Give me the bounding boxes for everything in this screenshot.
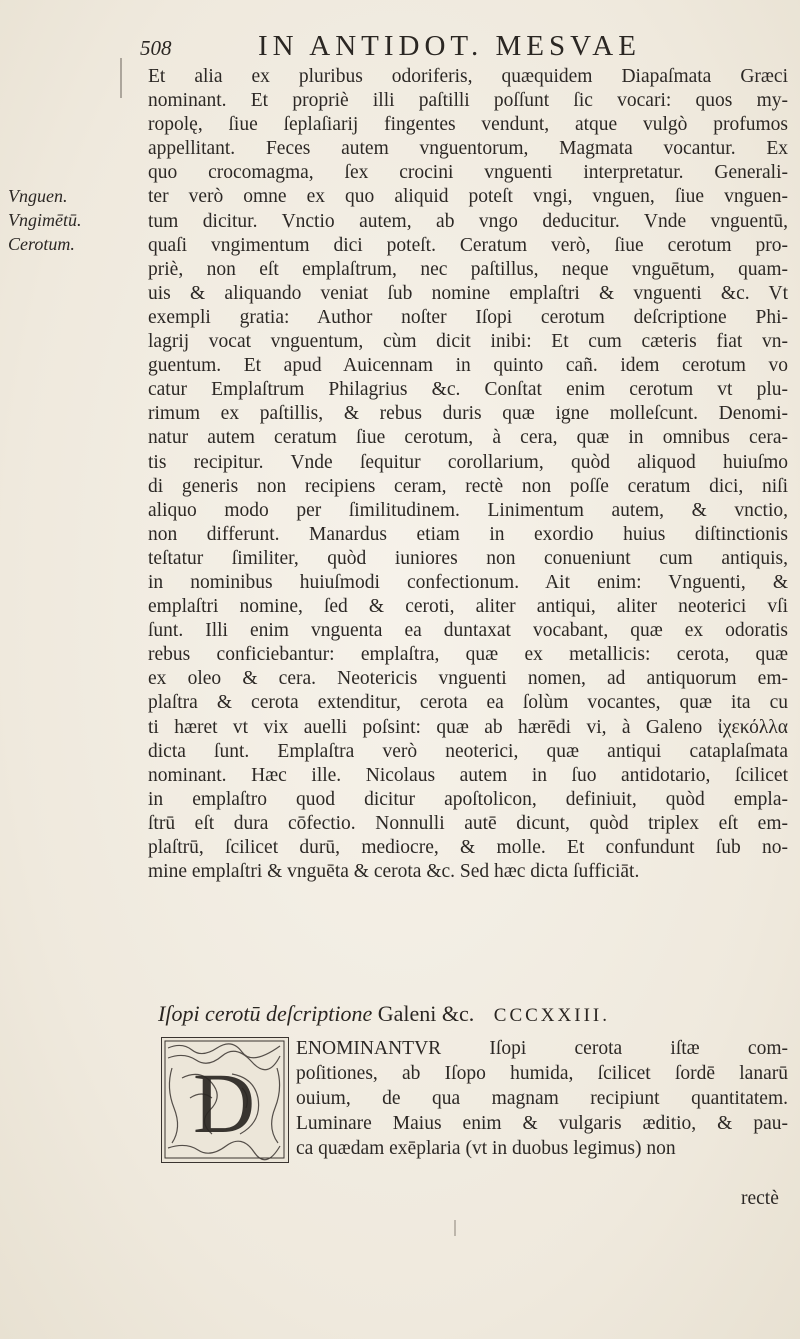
text-line: Luminare Maius enim & vulgaris æditio, & pau-: [296, 1113, 788, 1134]
margin-mark-icon: [453, 1196, 457, 1236]
text-line: catur Emplaſtrum Philagrius &c. Conſtat enim cerotum vt plu-: [148, 379, 788, 401]
page-header: [140, 30, 780, 64]
text-line: uis & aliquando veniat ſub nomine emplaſtri & vnguenti &c. Vt: [148, 282, 788, 304]
text-line: ex oleo & cera. Neotericis vnguenti nomen, ad antiquorum em-: [148, 668, 788, 690]
text-line: in emplaſtro quod dicitur apoſtolicon, definiuit, quòd empla-: [148, 788, 788, 810]
text-line: lagrij vocat vnguentum, cùm dicit inibi: Et cum cæteris fiat vn-: [148, 331, 788, 353]
text-line: rebus conficiebantur: emplaſtra, quæ ex metallicis: cerota, quæ: [148, 644, 788, 666]
text-line: non differunt. Manardus etiam in exordio huius diſtinctionis: [148, 523, 788, 545]
marginal-note: Vnguen.: [8, 186, 68, 206]
text-line: aliquo modo per ſimilitudinem. Linimentum autem, & vnctio,: [148, 499, 788, 521]
text-line: ter verò omne ex quo aliquid poteſt vngi, vnguen, ſiue vnguen-: [148, 186, 788, 208]
text-line: appellitant. Feces autem vnguentorum, Magmata vocantur. Ex: [148, 138, 788, 160]
text-line: priè, non eſt emplaſtrum, nec paſtillus, neque vnguētum, quam-: [148, 258, 788, 280]
text-line: natur autem ceratum ſiue cerotum, à cera, quæ in omnibus cera-: [148, 427, 788, 449]
marginal-notes: [8, 184, 148, 256]
text-line: quaſi vngimentum dici poteſt. Ceratum verò, ſiue cerotum pro-: [148, 234, 788, 256]
margin-mark-icon: [119, 58, 123, 98]
text-line: emplaſtri nomine, ſed & ceroti, aliter antiqui, aliter neoterici vſi: [148, 596, 788, 618]
section-number: CCCXXIII.: [493, 1005, 610, 1026]
folio-number: 508: [140, 36, 172, 60]
text-line: ouium, de qua magnam recipiunt quantitatem.: [296, 1088, 788, 1109]
text-line: plaſtrū, ſcilicet durū, mediocre, & molle. Et confundunt ſub no-: [148, 837, 788, 858]
text-line: guentum. Et apud Auicennam in quinto cañ. idem cerotum vo: [148, 355, 788, 377]
text-line: in nominibus huiuſmodi confectionum. Ait enim: Vnguenti, &: [148, 571, 788, 593]
woodcut-initial-icon: [162, 1038, 287, 1161]
text-line: exempli gratia: Author noſter Iſopi cerotum deſcriptione Phi-: [148, 306, 788, 328]
section-author: Galeni &c.: [377, 1001, 475, 1026]
text-line: ti hæret vt vix auelli poſsint: quæ ab hærēdi vi, à Galeno ἰχεκόλλα: [148, 716, 788, 738]
running-head: IN ANTIDOT. MESVAE: [258, 30, 641, 62]
main-paragraph: [148, 65, 788, 884]
section-heading: [158, 1001, 788, 1027]
text-line: Et alia ex pluribus odoriferis, quæquidem Diapaſmata Græci: [148, 66, 788, 87]
text-line: ca quædam exēplaria (vt in duobus legimus) non: [296, 1138, 676, 1159]
svg-text:D: D: [192, 1055, 256, 1151]
marginal-note: Cerotum.: [8, 234, 75, 255]
decorated-initial-d: [161, 1037, 289, 1163]
text-line: ſunt. Illi enim vnguenta ea duntaxat vocabant, quæ ex odoratis: [148, 620, 788, 642]
text-line: tis recipitur. Vnde ſequitur corollarium, quòd aliquod huiuſmo: [148, 451, 788, 473]
marginal-note: Vngimētū.: [8, 210, 82, 231]
text-line: di generis non recipiens ceram, rectè non poſſe ceratum dici, niſi: [148, 475, 788, 497]
second-paragraph: [296, 1036, 788, 1161]
text-line: ropolę, ſiue ſeplaſiarij fingentes vendunt, atque vulgò profumos: [148, 114, 788, 136]
text-line: rimum ex paſtillis, & rebus duris quæ igne molleſcunt. Denomi-: [148, 403, 788, 425]
text-line: ENOMINANTVR Iſopi cerota iſtæ com-: [296, 1038, 788, 1059]
catchword: rectè: [741, 1188, 779, 1209]
text-line: nominant. Et propriè illi paſtilli poſſunt ſic vocari: quos my-: [148, 90, 788, 112]
text-line: plaſtra & cerota extenditur, cerota ea ſolùm vocantes, quæ ita cu: [148, 692, 788, 714]
text-line: dicta ſunt. Emplaſtra verò neoterici, quæ antiqui cataplaſmata: [148, 740, 788, 762]
text-line: ſtrū eſt dura cōfectio. Nonnulli autē dicunt, quòd triplex eſt em-: [148, 812, 788, 834]
text-line: quo crocomagma, ſex crocini vnguenti interpretatur. Generali-: [148, 162, 788, 184]
section-title: Iſopi cerotū deſcriptione: [158, 1001, 373, 1026]
text-line: tum dicitur. Vnctio autem, ab vngo deducitur. Vnde vnguentū,: [148, 210, 788, 232]
text-line: nominant. Hæc ille. Nicolaus autem in ſuo antidotario, ſcilicet: [148, 764, 788, 786]
text-line: teſtatur ſimiliter, quòd iuniores non conueniunt cum antiquis,: [148, 547, 788, 569]
text-line: poſitiones, ab Iſopo humida, ſcilicet ſordē lanarū: [296, 1063, 788, 1084]
text-line: mine emplaſtri & vnguēta & cerota &c. Sed hæc dicta ſufficiāt.: [148, 861, 640, 883]
